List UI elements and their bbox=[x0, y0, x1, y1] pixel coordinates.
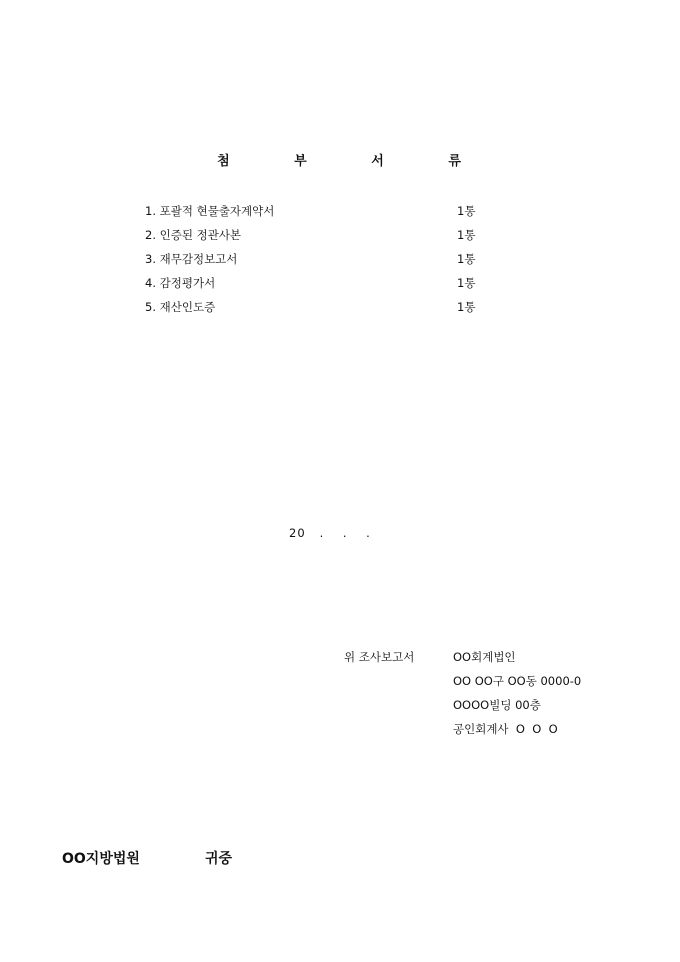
list-item bbox=[145, 203, 485, 227]
list-item bbox=[145, 227, 485, 251]
attachment-quantity: 1통 bbox=[457, 300, 476, 314]
attachment-quantity: 1통 bbox=[457, 252, 476, 266]
signature-label: 위 조사보고서 bbox=[344, 650, 415, 664]
signature-block bbox=[453, 649, 581, 745]
attachment-name: 5. 재산인도증 bbox=[145, 300, 216, 314]
document-date: 20 . . . bbox=[289, 526, 371, 540]
court-honorific: 귀중 bbox=[205, 851, 233, 867]
list-item bbox=[145, 275, 485, 299]
list-item bbox=[145, 299, 485, 323]
attachment-name: 1. 포괄적 현물출자계약서 bbox=[145, 204, 275, 218]
attachment-quantity: 1통 bbox=[457, 276, 476, 290]
firm-address: OO OO구 OO동 0000-0 bbox=[453, 674, 582, 688]
attachment-name: 2. 인증된 정관사본 bbox=[145, 228, 242, 242]
attachment-quantity: 1통 bbox=[457, 204, 476, 218]
attachment-name: 3. 재무감정보고서 bbox=[145, 252, 238, 266]
document-title: 첨 부 서 류 bbox=[217, 154, 491, 169]
list-item bbox=[145, 251, 485, 275]
firm-building: OOOO빌딩 00층 bbox=[453, 698, 541, 712]
attachment-name: 4. 감정평가서 bbox=[145, 276, 216, 290]
court-name: OO지방법원 bbox=[62, 851, 140, 867]
attachment-quantity: 1통 bbox=[457, 228, 476, 242]
accountant-name: 공인회계사 O O O bbox=[453, 722, 558, 736]
attachment-list bbox=[145, 203, 485, 323]
firm-name: OO회계법인 bbox=[453, 650, 516, 664]
